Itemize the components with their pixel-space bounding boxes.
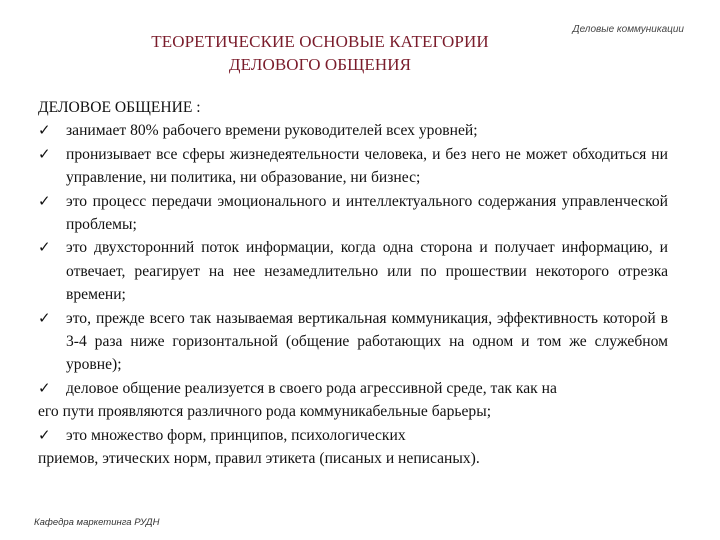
bullet-item-5 bbox=[38, 307, 668, 377]
bullet-text: это двухсторонний поток информации, когда одна сторона и получает информацию, и отвечает, реагирует на нее незамедлительно или по прошествии некоторого отрезка времени; bbox=[66, 239, 668, 304]
bullet-text: пронизывает все сферы жизнедеятельности человека, и без него не может обходиться ни управление, ни политика, ни образование, ни бизнес; bbox=[66, 145, 668, 187]
content-lead: ДЕЛОВОЕ ОБЩЕНИЕ : bbox=[38, 99, 201, 116]
bullet-text-line-1: это множество форм, принципов, психологических bbox=[66, 426, 406, 444]
check-icon: ✓ bbox=[38, 425, 51, 444]
check-icon: ✓ bbox=[38, 238, 51, 257]
bullet-item-3 bbox=[38, 190, 668, 237]
bullet-item-7 bbox=[38, 424, 668, 447]
check-icon: ✓ bbox=[38, 121, 51, 140]
check-icon: ✓ bbox=[38, 144, 51, 163]
slide-content bbox=[38, 96, 668, 471]
footer-department-label: Кафедра маркетинга РУДН bbox=[34, 517, 160, 528]
check-icon: ✓ bbox=[38, 191, 51, 210]
bullet-text: это процесс передачи эмоционального и интеллектуального содержания управленческой проблемы; bbox=[66, 192, 668, 234]
bullet-item-7-continuation: приемов, этических норм, правил этикета (писаных и неписаных). bbox=[38, 450, 480, 468]
bullet-item-4 bbox=[38, 236, 668, 306]
slide-title bbox=[80, 30, 560, 76]
bullet-item-2 bbox=[38, 143, 668, 190]
slide-title-line-1: ТЕОРЕТИЧЕСКИЕ ОСНОВЫЕ КАТЕГОРИИ bbox=[151, 32, 489, 51]
slide-title-line-2: ДЕЛОВОГО ОБЩЕНИЯ bbox=[228, 55, 412, 74]
bullet-item-6-continuation: его пути проявляются различного рода коммуникабельные барьеры; bbox=[38, 403, 492, 421]
check-icon: ✓ bbox=[38, 378, 51, 397]
bullet-item-1 bbox=[38, 119, 668, 142]
header-section-label: Деловые коммуникации bbox=[572, 24, 684, 35]
bullet-item-6 bbox=[38, 377, 668, 400]
check-icon: ✓ bbox=[38, 308, 51, 327]
bullet-text: занимает 80% рабочего времени руководителей всех уровней; bbox=[66, 122, 478, 140]
bullet-text: это, прежде всего так называемая вертикальная коммуникация, эффективность которой в 3-4 раза ниже горизонтальной (общение работающих на одном и том же служебном уровне); bbox=[66, 309, 668, 374]
bullet-text-line-1: деловое общение реализуется в своего рода агрессивной среде, так как на bbox=[66, 379, 557, 397]
